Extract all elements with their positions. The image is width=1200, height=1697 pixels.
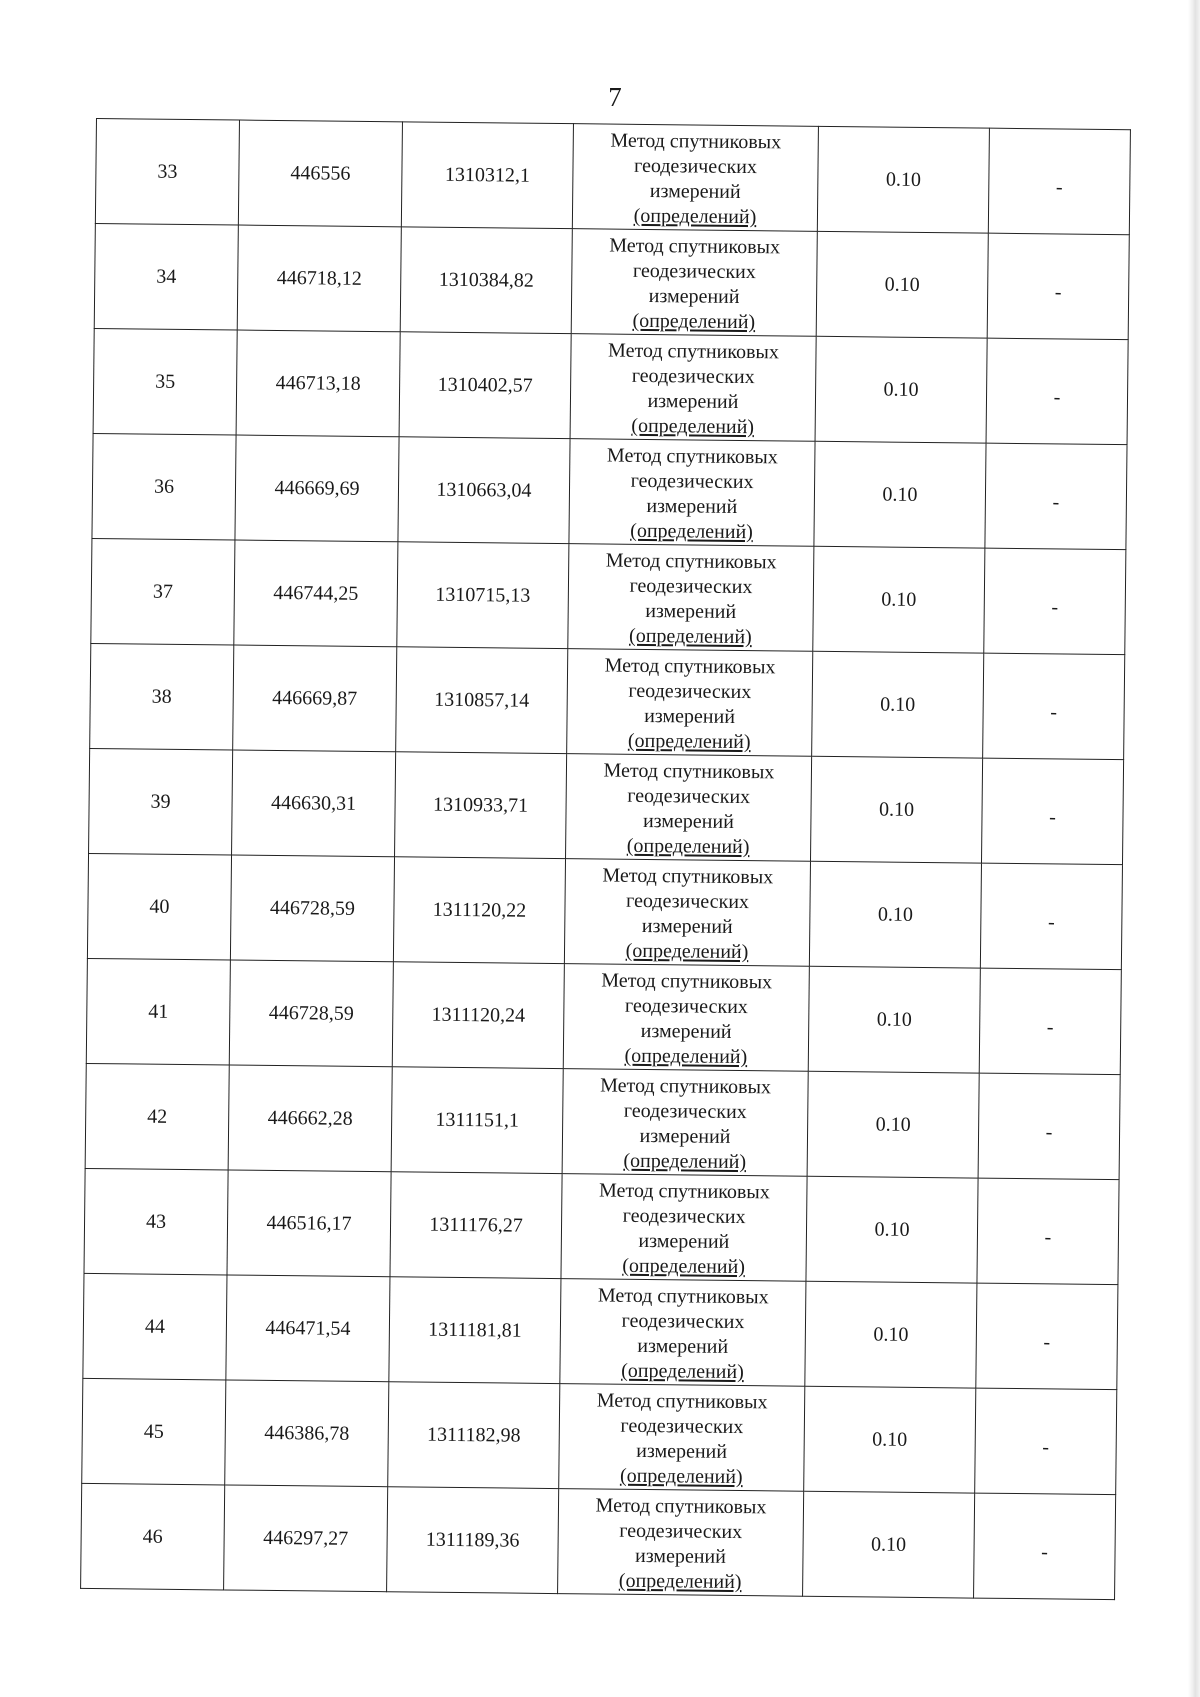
- table-row: [86, 958, 1121, 1074]
- x-coordinate-cell: 446471,54: [226, 1275, 390, 1382]
- method-line: измерений: [642, 809, 734, 833]
- method-line: Метод спутниковых: [603, 759, 775, 784]
- method-line: геодезических: [626, 889, 750, 914]
- accuracy-cell: 0.10: [812, 651, 984, 758]
- method-text: [606, 440, 778, 546]
- method-text: [605, 545, 777, 651]
- method-line: (определений): [628, 624, 752, 649]
- method-line: геодезических: [628, 679, 752, 704]
- note-cell: [976, 1283, 1118, 1390]
- method-line: геодезических: [629, 574, 753, 599]
- y-coordinate-cell: 1311120,22: [393, 857, 565, 964]
- point-number-cell: 41: [86, 958, 230, 1065]
- x-coordinate-cell: 446662,28: [228, 1065, 392, 1172]
- coordinates-table-body: [81, 119, 1131, 1600]
- y-coordinate-cell: 1311151,1: [391, 1067, 563, 1174]
- y-coordinate-cell: 1310663,04: [398, 437, 570, 544]
- accuracy-cell: 0.10: [809, 861, 981, 968]
- method-text: [608, 230, 780, 336]
- accuracy-cell: 0.10: [817, 126, 989, 233]
- method-line: геодезических: [630, 469, 754, 494]
- point-number-cell: 40: [87, 853, 231, 960]
- note-value: -: [1046, 1015, 1054, 1038]
- method-line: измерений: [639, 1124, 731, 1148]
- note-value: -: [1050, 700, 1058, 723]
- method-line: (определений): [618, 1569, 742, 1594]
- method-line: (определений): [624, 1044, 748, 1069]
- method-line: Метод спутниковых: [604, 654, 776, 679]
- method-line: (определений): [625, 939, 749, 964]
- y-coordinate-cell: 1310857,14: [396, 647, 568, 754]
- method-line: Метод спутниковых: [610, 129, 782, 154]
- note-value: -: [1047, 910, 1055, 933]
- point-number-cell: 45: [82, 1378, 226, 1485]
- method-line: измерений: [637, 1334, 729, 1358]
- accuracy-cell: 0.10: [816, 231, 988, 338]
- x-coordinate-cell: 446630,31: [232, 750, 396, 857]
- table-row: [92, 433, 1127, 549]
- point-number-cell: 43: [84, 1168, 228, 1275]
- method-text: [607, 335, 779, 441]
- method-line: (определений): [632, 309, 756, 334]
- method-cell: [558, 1489, 804, 1597]
- method-cell: [560, 1279, 806, 1387]
- table-row: [84, 1168, 1119, 1284]
- method-line: измерений: [644, 704, 736, 728]
- table-row: [91, 538, 1126, 654]
- y-coordinate-cell: 1310402,57: [399, 332, 571, 439]
- page-number: 7: [608, 82, 622, 112]
- method-line: геодезических: [631, 364, 755, 389]
- method-line: Метод спутниковых: [600, 1074, 772, 1099]
- method-text: [603, 755, 775, 861]
- method-cell: [561, 1174, 807, 1282]
- method-cell: [567, 649, 813, 757]
- method-text: [600, 965, 772, 1071]
- note-cell: [985, 443, 1127, 550]
- note-value: -: [1045, 1120, 1053, 1143]
- method-line: (определений): [621, 1359, 744, 1384]
- method-cell: [566, 754, 812, 862]
- note-cell: [974, 1493, 1116, 1600]
- y-coordinate-cell: 1311176,27: [390, 1172, 562, 1279]
- accuracy-cell: 0.10: [813, 546, 985, 653]
- accuracy-cell: 0.10: [808, 966, 980, 1073]
- method-line: Метод спутниковых: [601, 969, 773, 994]
- y-coordinate-cell: 1310933,71: [395, 752, 567, 859]
- note-cell: [988, 128, 1130, 235]
- method-cell: [572, 124, 818, 232]
- y-coordinate-cell: 1310312,1: [401, 122, 573, 229]
- note-cell: [983, 653, 1125, 760]
- method-line: геодезических: [619, 1519, 743, 1544]
- accuracy-cell: 0.10: [805, 1281, 977, 1388]
- point-number-cell: 33: [95, 119, 239, 226]
- note-value: -: [1052, 490, 1060, 513]
- method-line: геодезических: [632, 259, 756, 284]
- method-cell: [563, 964, 809, 1072]
- y-coordinate-cell: 1311182,98: [388, 1382, 560, 1489]
- method-line: измерений: [647, 389, 739, 413]
- method-line: измерений: [638, 1229, 730, 1253]
- method-line: (определений): [622, 1254, 746, 1279]
- method-line: Метод спутниковых: [597, 1284, 769, 1309]
- method-line: геодезических: [623, 1099, 747, 1124]
- method-line: (определений): [623, 1149, 747, 1174]
- x-coordinate-cell: 446556: [238, 120, 402, 227]
- method-line: измерений: [641, 914, 733, 938]
- note-cell: [978, 1073, 1120, 1180]
- method-line: (определений): [631, 414, 755, 439]
- x-coordinate-cell: 446728,59: [229, 960, 393, 1067]
- note-cell: [975, 1388, 1117, 1495]
- method-line: Метод спутниковых: [602, 864, 774, 889]
- note-value: -: [1053, 385, 1061, 408]
- method-cell: [571, 229, 817, 337]
- note-value: -: [1051, 595, 1059, 618]
- table-row: [87, 853, 1122, 969]
- method-line: Метод спутниковых: [598, 1179, 770, 1204]
- table-row: [95, 119, 1130, 235]
- method-line: измерений: [636, 1439, 728, 1463]
- method-line: Метод спутниковых: [605, 549, 777, 574]
- method-line: геодезических: [624, 994, 748, 1019]
- note-value: -: [1055, 175, 1063, 198]
- x-coordinate-cell: 446516,17: [227, 1170, 391, 1277]
- accuracy-cell: 0.10: [806, 1176, 978, 1283]
- note-value: -: [1054, 280, 1062, 303]
- method-line: Метод спутниковых: [608, 339, 780, 364]
- note-cell: [987, 233, 1129, 340]
- note-cell: [979, 968, 1121, 1075]
- method-line: измерений: [646, 494, 738, 518]
- method-cell: [564, 859, 810, 967]
- note-value: -: [1042, 1435, 1050, 1458]
- method-line: измерений: [634, 1544, 727, 1568]
- method-text: [609, 125, 781, 231]
- x-coordinate-cell: 446297,27: [224, 1485, 388, 1592]
- coordinates-table: [80, 118, 1131, 1600]
- accuracy-cell: 0.10: [803, 1491, 975, 1598]
- y-coordinate-cell: 1310715,13: [397, 542, 569, 649]
- point-number-cell: 46: [81, 1483, 225, 1590]
- method-cell: [559, 1384, 805, 1492]
- x-coordinate-cell: 446728,59: [230, 855, 394, 962]
- method-line: измерений: [649, 179, 741, 203]
- y-coordinate-cell: 1310384,82: [400, 227, 572, 334]
- accuracy-cell: 0.10: [815, 336, 987, 443]
- method-cell: [569, 439, 815, 547]
- table-row: [94, 223, 1129, 339]
- y-coordinate-cell: 1311189,36: [387, 1487, 559, 1594]
- method-line: геодезических: [621, 1309, 745, 1334]
- method-cell: [562, 1069, 808, 1177]
- point-number-cell: 44: [83, 1273, 227, 1380]
- method-line: измерений: [640, 1019, 732, 1043]
- table-row: [93, 328, 1128, 444]
- method-cell: [570, 334, 816, 442]
- method-line: (определений): [619, 1464, 743, 1489]
- method-text: [598, 1175, 770, 1281]
- method-line: (определений): [630, 519, 754, 544]
- method-line: (определений): [627, 729, 751, 754]
- table-row: [82, 1378, 1117, 1494]
- table-row: [85, 1063, 1120, 1179]
- accuracy-cell: 0.10: [810, 756, 982, 863]
- method-line: (определений): [626, 834, 750, 859]
- table-row: [81, 1483, 1116, 1599]
- method-line: измерений: [645, 599, 737, 623]
- note-cell: [986, 338, 1128, 445]
- table-row: [83, 1273, 1118, 1389]
- accuracy-cell: 0.10: [807, 1071, 979, 1178]
- x-coordinate-cell: 446713,18: [236, 330, 400, 437]
- method-text: [604, 650, 776, 756]
- method-line: Метод спутниковых: [596, 1389, 768, 1414]
- method-line: геодезических: [627, 784, 751, 809]
- accuracy-cell: 0.10: [814, 441, 986, 548]
- point-number-cell: 39: [89, 748, 233, 855]
- note-cell: [984, 548, 1126, 655]
- note-value: -: [1043, 1330, 1051, 1353]
- y-coordinate-cell: 1311120,24: [392, 962, 564, 1069]
- point-number-cell: 38: [90, 643, 234, 750]
- method-line: геодезических: [633, 154, 758, 179]
- method-line: измерений: [648, 284, 740, 308]
- scan-edge-shadow: [1188, 0, 1200, 1697]
- point-number-cell: 34: [94, 223, 238, 330]
- x-coordinate-cell: 446669,87: [233, 645, 397, 752]
- x-coordinate-cell: 446744,25: [234, 540, 398, 647]
- method-line: Метод спутниковых: [595, 1494, 767, 1519]
- method-text: [601, 860, 773, 966]
- x-coordinate-cell: 446669,69: [235, 435, 399, 542]
- method-line: (определений): [633, 204, 757, 229]
- note-cell: [977, 1178, 1119, 1285]
- point-number-cell: 37: [91, 538, 235, 645]
- method-line: геодезических: [622, 1204, 746, 1229]
- method-text: [599, 1070, 771, 1176]
- method-text: [596, 1384, 768, 1490]
- method-text: [595, 1489, 767, 1595]
- point-number-cell: 42: [85, 1063, 229, 1170]
- method-line: геодезических: [620, 1414, 744, 1439]
- point-number-cell: 35: [93, 328, 237, 435]
- note-value: -: [1049, 805, 1056, 828]
- accuracy-cell: 0.10: [804, 1386, 976, 1493]
- note-cell: [980, 863, 1122, 970]
- point-number-cell: 36: [92, 433, 236, 540]
- y-coordinate-cell: 1311181,81: [389, 1277, 561, 1384]
- table-row: [90, 643, 1125, 759]
- method-line: Метод спутниковых: [609, 234, 781, 259]
- note-value: -: [1044, 1225, 1052, 1248]
- method-line: Метод спутниковых: [606, 444, 778, 469]
- x-coordinate-cell: 446386,78: [225, 1380, 389, 1487]
- table-row: [89, 748, 1124, 864]
- note-cell: [981, 758, 1123, 865]
- method-text: [597, 1280, 769, 1386]
- x-coordinate-cell: 446718,12: [237, 225, 401, 332]
- method-cell: [568, 544, 814, 652]
- note-value: -: [1041, 1540, 1048, 1563]
